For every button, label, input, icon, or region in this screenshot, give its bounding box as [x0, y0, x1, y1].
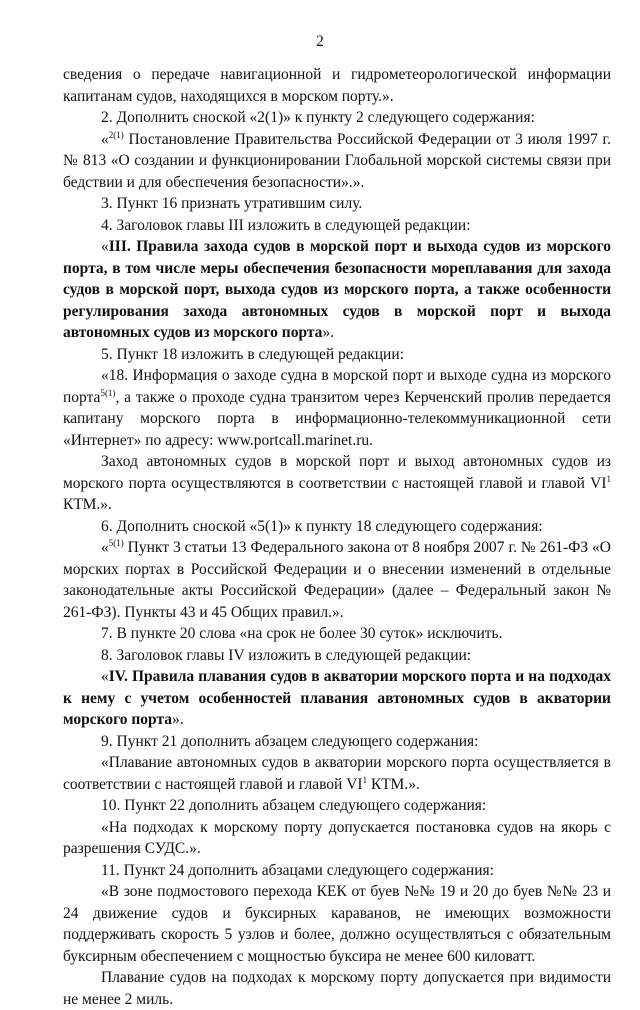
footnote-marker: 5(1)	[108, 538, 124, 548]
page-number: 2	[316, 33, 324, 50]
chapter-4-title: IV. Правила плавания судов в акватории морского порта и на подходах к нему с учетом особенностей плавания автономных судов в акватории морского порта	[63, 668, 611, 728]
visibility-paragraph: Плавание судов на подходах к морскому порту допускается при видимости не менее 2 миль.	[63, 969, 611, 1008]
paragraph-item-10: 10. Пункт 22 дополнить абзацем следующего содержания:	[101, 797, 487, 814]
footnote-2-1-text: «$^{2(1)}$ Постановление Правительства Российской Федерации от 3 июля 1997 г. № 813 «О создании и функционировании Глобальной морской системы связи при бедствии и для обеспечения безопасности».».	[63, 129, 611, 191]
paragraph-continuation: сведения о передаче навигационной и гидрометеорологической информации капитанам судов, находящихся в морском порту.».	[63, 66, 611, 105]
paragraph-item-4: 4. Заголовок главы III изложить в следующей редакции:	[101, 216, 471, 234]
paragraph-item-11: 11. Пункт 24 дополнить абзацами следующего содержания:	[101, 861, 494, 879]
chapter-4-heading: «IV. Правила плавания судов в акватории морского порта и на подходах к нему с учетом особенностей плавания автономных судов в акватории морского порта».	[63, 668, 611, 728]
autonomous-vessels-paragraph: Заход автономных судов в морской порт и выход автономных судов из морского порта осуществляются в соответствии с настоящей главой и главой $VI^1$ КТМ.».	[63, 453, 611, 513]
footnote-marker: 2(1)	[108, 129, 124, 140]
paragraph-item-5: 5. Пункт 18 изложить в следующей редакции:	[101, 345, 404, 363]
paragraph-item-3: 3. Пункт 16 признать утратившим силу.	[101, 195, 363, 212]
chapter-superscript: 1	[362, 774, 368, 785]
chapter-superscript: 1	[606, 473, 611, 484]
item-18-text: «18. Информация о заходе судна в морской порт и выходе судна из морского порта$^{5(1)}$, а также о проходе судна транзитом через Керченский пролив передается капитану морского порта в информационно-телекоммуникационной сети «Интернет» по адресу: www.portcall.marinet.ru.	[63, 367, 611, 449]
paragraph-item-8: 8. Заголовок главы IV изложить в следующей редакции:	[101, 646, 472, 664]
anchoring-paragraph: «На подходах к морскому порту допускается постановка судов на якорь с разрешения СУДС.».	[63, 818, 611, 857]
paragraph-item-2: 2. Дополнить сноской «2(1)» к пункту 2 следующего содержания:	[101, 109, 535, 126]
paragraph-item-9: 9. Пункт 21 дополнить абзацем следующего содержания:	[101, 732, 479, 750]
chapter-3-title: III. Правила захода судов в морской порт и выхода судов из морского порта, в том числе меры обеспечения безопасности мореплавания для захода судов в морской порт, выхода судов из морского порта, а также особенности регулирования захода автономных судов в морской порт и выхода автономных судов из морского порта	[63, 238, 611, 341]
autonomous-navigation-paragraph: «Плавание автономных судов в акватории морского порта осуществляется в соответствии с настоящей главой и главой $VI^1$ КТМ.».	[63, 754, 611, 793]
paragraph-item-6: 6. Дополнить сноской «5(1)» к пункту 18 следующего содержания:	[101, 517, 543, 535]
chapter-3-heading: «III. Правила захода судов в морской порт и выхода судов из морского порта, в том числе меры обеспечения безопасности мореплавания для захода судов в морской порт, выхода судов из морского порта, а также особенности регулирования захода автономных судов в морской порт и выхода автономных судов из морского порта».	[63, 238, 611, 341]
footnote-5-1-text: «$^{5(1)}$ Пункт 3 статьи 13 Федерального закона от 8 ноября 2007 г. № 261-ФЗ «О морских портах в Российской Федерации и о внесении изменений в отдельные законодательные акты Российской Федерации» (далее – Федеральный закон № 261-ФЗ). Пункты 43 и 45 Общих правил.».	[63, 538, 611, 621]
document-body	[63, 64, 611, 1010]
paragraph-item-7: 7. В пункте 20 слова «на срок не более 30 суток» исключить.	[101, 625, 503, 642]
kerch-bridge-paragraph: «В зоне подмостового перехода КЕК от буев №№ 19 и 20 до буев №№ 23 и 24 движение судов и буксирных караванов, не имеющих возможности поддерживать скорость 5 узлов и более, должно осуществляться с обязательным буксирным обеспечением с мощностью буксира не менее 600 киловатт.	[63, 883, 611, 965]
footnote-marker: 5(1)	[100, 387, 116, 398]
